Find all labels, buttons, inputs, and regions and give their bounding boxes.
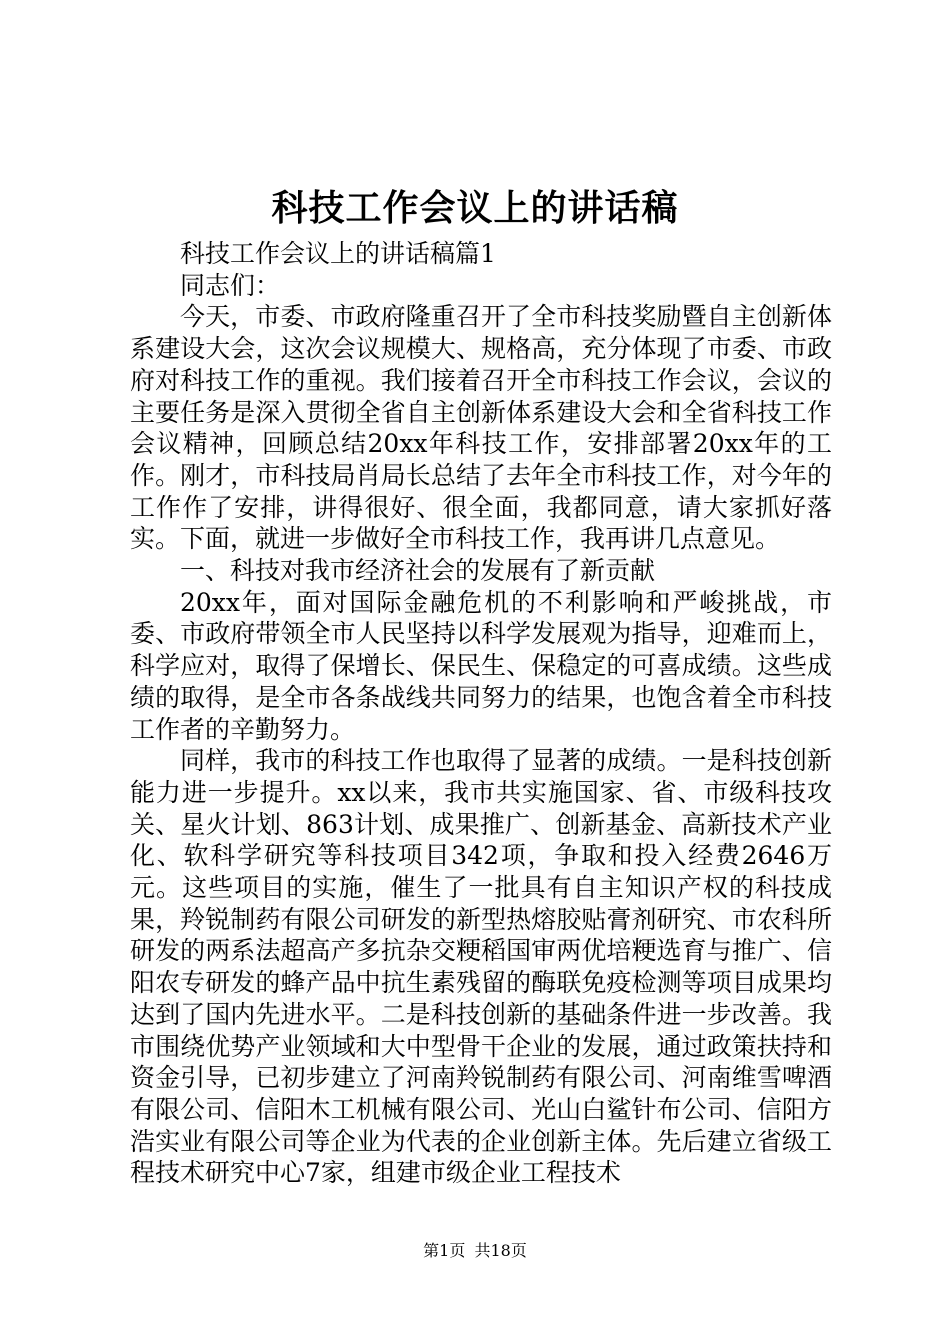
paragraph: 同样，我市的科技工作也取得了显著的成绩。一是科技创新能力进一步提升。xx以来，我市共实施国家、省、市级科技攻关、星火计划、863计划、成果推广、创新基金、高新技术产业化、软科学研究等科技项目342项，争取和投入经费2646万元。这些项目的实施，催生了一批具有自主知识产权的科技成果，羚锐制药有限公司研发的新型热熔胶贴膏剂研究、市农科所研发的两系法超高产多抗杂交粳稻国审两优培粳选育与推广、信阳农专研发的蜂产品中抗生素残留的酶联免疫检测等项目成果均达到了国内先进水平。二是科技创新的基础条件进一步改善。我市围绕优势产业领域和大中型骨干企业的发展，通过政策扶持和资金引导，已初步建立了河南羚锐制药有限公司、河南维雪啤酒有限公司、信阳木工机械有限公司、光山白鲨针布公司、信阳方浩实业有限公司等企业为代表的企业创新主体。先后建立省级工程技术研究中心7家，组建市级企业工程技术 [130, 746, 832, 1188]
page-number: 第1页 [423, 1241, 466, 1260]
page-title: 科技工作会议上的讲话稿 [271, 187, 679, 229]
paragraph: 今天，市委、市政府隆重召开了全市科技奖励暨自主创新体系建设大会，这次会议规模大、规格高，充分体现了市委、市政府对科技工作的重视。我们接着召开全市科技工作会议，会议的主要任务是深入贯彻全省自主创新体系建设大会和全省科技工作会议精神，回顾总结20xx年科技工作，安排部署20xx年的工作。刚才，市科技局肖局长总结了去年全市科技工作，对今年的工作作了安排，讲得很好、很全面，我都同意，请大家抓好落实。下面，就进一步做好全市科技工作，我再讲几点意见。 [130, 302, 832, 554]
page-total: 共18页 [474, 1241, 527, 1260]
paragraph: 20xx年，面对国际金融危机的不利影响和严峻挑战，市委、市政府带领全市人民坚持以科学发展观为指导，迎难而上，科学应对，取得了保增长、保民生、保稳定的可喜成绩。这些成绩的取得，是全市各条战线共同努力的结果，也饱含着全市科技工作者的辛勤努力。 [130, 587, 832, 744]
section-heading: 一、科技对我市经济社会的发展有了新贡献 [180, 556, 656, 586]
page-footer [0, 1240, 950, 1262]
document-body [130, 238, 832, 1189]
salutation: 同志们： [180, 270, 281, 300]
section-heading: 科技工作会议上的讲话稿篇1 [180, 239, 496, 268]
